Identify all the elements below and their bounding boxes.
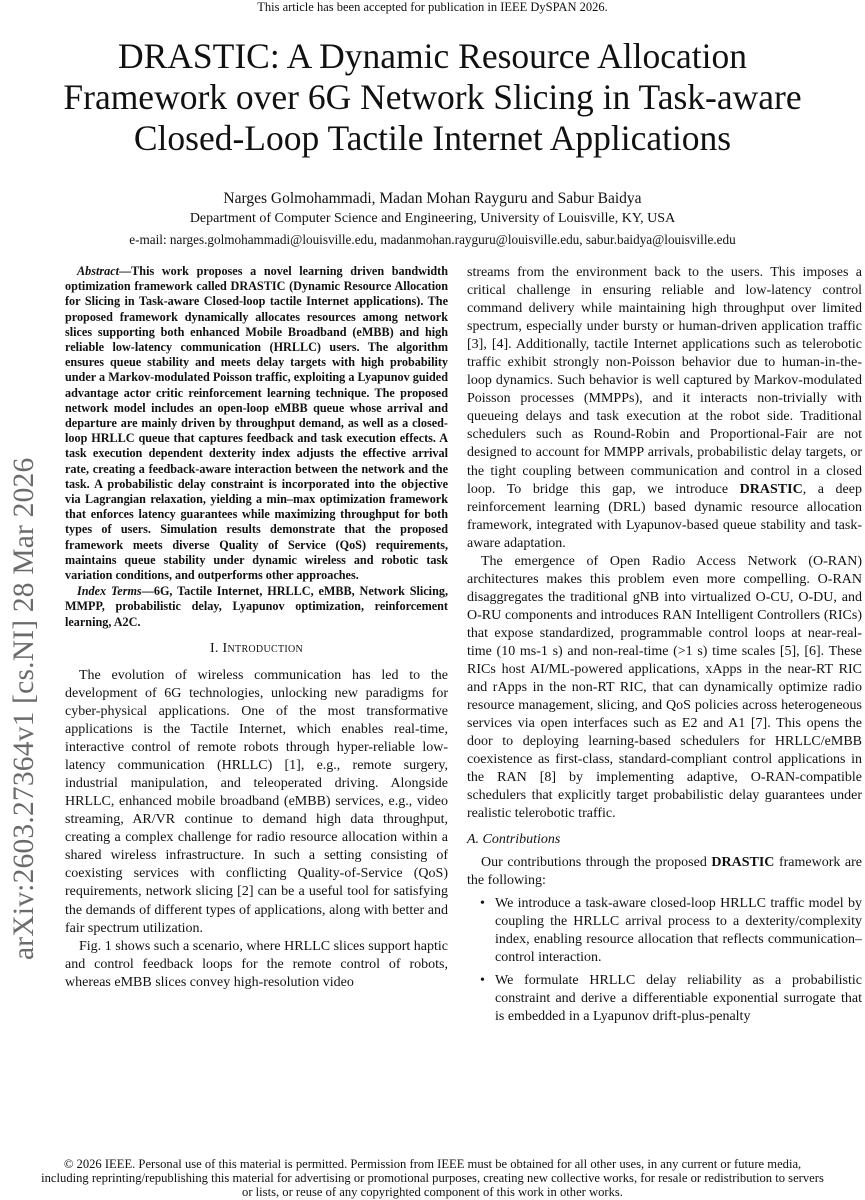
list-item-text: We formulate HRLLC delay reliability as a probabilistic constraint and derive a differentiable exponential surrogate that is embedded in a Lyapunov drift-plus-penalty — [495, 972, 862, 1024]
right-column — [467, 264, 862, 1026]
paragraph-text: framework are the following: — [467, 854, 862, 888]
intro-paragraph-2: Fig. 1 shows such a scenario, where HRLLC slices support haptic and control feedback loops for the remote control of robots, whereas eMBB slices convey high-resolution video — [65, 938, 448, 990]
index-terms — [65, 584, 448, 630]
publication-banner: This article has been accepted for publication in IEEE DySPAN 2026. — [257, 0, 608, 14]
left-column — [65, 264, 448, 992]
list-item — [467, 972, 862, 1026]
author-list: Narges Golmohammadi, Madan Mohan Rayguru and Sabur Baidya — [223, 190, 642, 207]
affiliation: Department of Computer Science and Engineering, University of Louisville, KY, USA — [189, 211, 676, 226]
arxiv-identifier: arXiv:2603.27364v1 [cs.NI] 28 Mar 2026 — [8, 457, 40, 960]
bullet-icon: • — [480, 895, 485, 911]
paragraph-text: , a deep reinforcement learning (DRL) based dynamic resource allocation framework, integrated with Lyapunov-based queue stability and task-aware adaptation. — [467, 481, 862, 551]
section-heading-introduction — [65, 640, 448, 658]
index-terms-label: Index Terms — [77, 584, 142, 599]
index-terms-text: —6G, Tactile Internet, HRLLC, eMBB, Network Slicing, MMPP, probabilistic delay, Lyapunov optimization, reinforcement learning, A2C. — [65, 584, 448, 629]
author-emails: e-mail: narges.golmohammadi@louisville.edu, madanmohan.rayguru@louisville.edu, sabur.baidya@louisville.edu — [129, 232, 736, 247]
subsection-heading-contributions: A. Contributions — [467, 832, 561, 848]
intro-paragraph-3 — [467, 264, 862, 553]
section-title: Introduction — [222, 640, 304, 656]
list-item-text: We introduce a task-aware closed-loop HRLLC traffic model by coupling the HRLLC arrival process to a dexterity/complexity index, enabling resource allocation that reflects communication–control interaction. — [495, 895, 862, 965]
section-numeral: I. — [209, 640, 219, 656]
paper-title: DRASTIC: A Dynamic Resource Allocation Framework over 6G Network Slicing in Task-aware Closed-Loop Tactile Internet Applications — [63, 36, 802, 158]
list-item — [467, 895, 862, 967]
framework-name: DRASTIC — [711, 854, 775, 870]
intro-paragraph-1: The evolution of wireless communication has led to the development of 6G technologies, unlocking new paradigms for cyber-physical applications. One of the most transformative applications is the Tactile Internet, which enables real-time, interactive control of remote robots through hyper-reliable low-latency communication (HRLLC) [1], e.g., remote surgery, industrial manipulation, and teleoperated driving. Alongside HRLLC, enhanced mobile broadband (eMBB) services, e.g., video streaming, AR/VR continue to demand high data throughput, creating a complex challenge for radio resource allocation within a shared wireless infrastructure. In such a setting consisting of coexisting services with conflicting Quality-of-Service (QoS) requirements, network slicing [2] can be a useful tool for satisfying the demands of different types of applications, along with better and fair spectrum utilization. — [65, 667, 448, 936]
paragraph-text: Our contributions through the proposed — [481, 854, 712, 870]
paragraph-text: streams from the environment back to the users. This imposes a critical challenge in ensuring reliable and low-latency control command delivery while maintaining high throughput over limited spectrum, especially under bursty or human-driven application traffic [3], [4]. Additionally, tactile Internet applications such as telerobotic traffic exhibit strongly non-Poisson behavior due to human-in-the-loop dynamics. Such behavior is well captured by Markov-modulated Poisson processes (MMPPs), and it interacts non-trivially with queueing delays and task execution at the robot side. Traditional schedulers such as Round-Robin and Proportional-Fair are not designed to account for MMPP arrivals, probabilistic delay targets, or the tight coupling between communication and control in a closed loop. To bridge this gap, we introduce — [467, 265, 862, 497]
framework-name: DRASTIC — [739, 481, 803, 497]
abstract-text: —This work proposes a novel learning driven bandwidth optimization framework called DRASTIC (Dynamic Resource Allocation for Slicing in Task-aware Closed-loop tactile Internet applications). The proposed framework dynamically allocates resources among network slices supporting both enhanced Mobile Broadband (eMBB) and high reliable low-latency communication (HRLLC) users. The algorithm ensures queue stability and meets delay targets with high probability under a Markov-modulated Poisson traffic, exploiting a Lyapunov guided advantage actor critic reinforcement learning technique. The proposed network model includes an open-loop eMBB queue whose arrival and departure are mainly driven by throughput demand, as well as a closed-loop HRLLC queue that captures feedback and task execution effects. A task execution dependent dexterity index adjusts the effective arrival rate, creating a feedback-aware interaction between the network and the task. A probabilistic delay constraint is incorporated into the objective via Lagrangian relaxation, yielding a min–max optimization framework that enforces latency guarantees while maximizing throughput for both types of users. Simulation results demonstrate that the proposed framework meets diverse Quality of Service (QoS) requirements, maintains queue stability under dynamic wireless and robotic task variation conditions, and outperforms other approaches. — [65, 264, 448, 583]
bullet-icon: • — [480, 972, 485, 988]
contribution-list — [467, 895, 862, 1026]
abstract — [65, 264, 448, 583]
abstract-label: Abstract — [77, 264, 119, 278]
intro-paragraph-4: The emergence of Open Radio Access Network (O-RAN) architectures makes this problem even more compelling. O-RAN disaggregates the traditional gNB into virtualized O-CU, O-DU, and O-RU components and introduces RAN Intelligent Controllers (RICs) that expose standardized, programmable control loops at near-real-time (10 ms-1 s) and non-real-time (>1 s) time scales [5], [6]. These RICs host AI/ML-powered applications, xApps in the near-RT RIC and rApps in the non-RT RIC, that can dynamically optimize radio resource management, slicing, and QoS policies across heterogeneous services via open interfaces such as E2 and A1 [7]. This opens the door to deploying learning-based schedulers for HRLLC/eMBB coexistence as first-class, standard-compliant control applications in the RAN [8] by implementing adaptive, O-RAN-compatible schedulers that explicitly target probabilistic delay guarantees under realistic telerobotic traffic. — [467, 553, 862, 822]
copyright-footer: © 2026 IEEE. Personal use of this material is permitted. Permission from IEEE must be obtained for all other uses, in any current or future media, including reprinting/republishing this material for advertising or promotional purposes, creating new collective works, for resale or redistribution to servers or lists, or reuse of any copyrighted component of this work in other works. — [41, 1157, 824, 1199]
contributions-intro — [467, 854, 862, 890]
